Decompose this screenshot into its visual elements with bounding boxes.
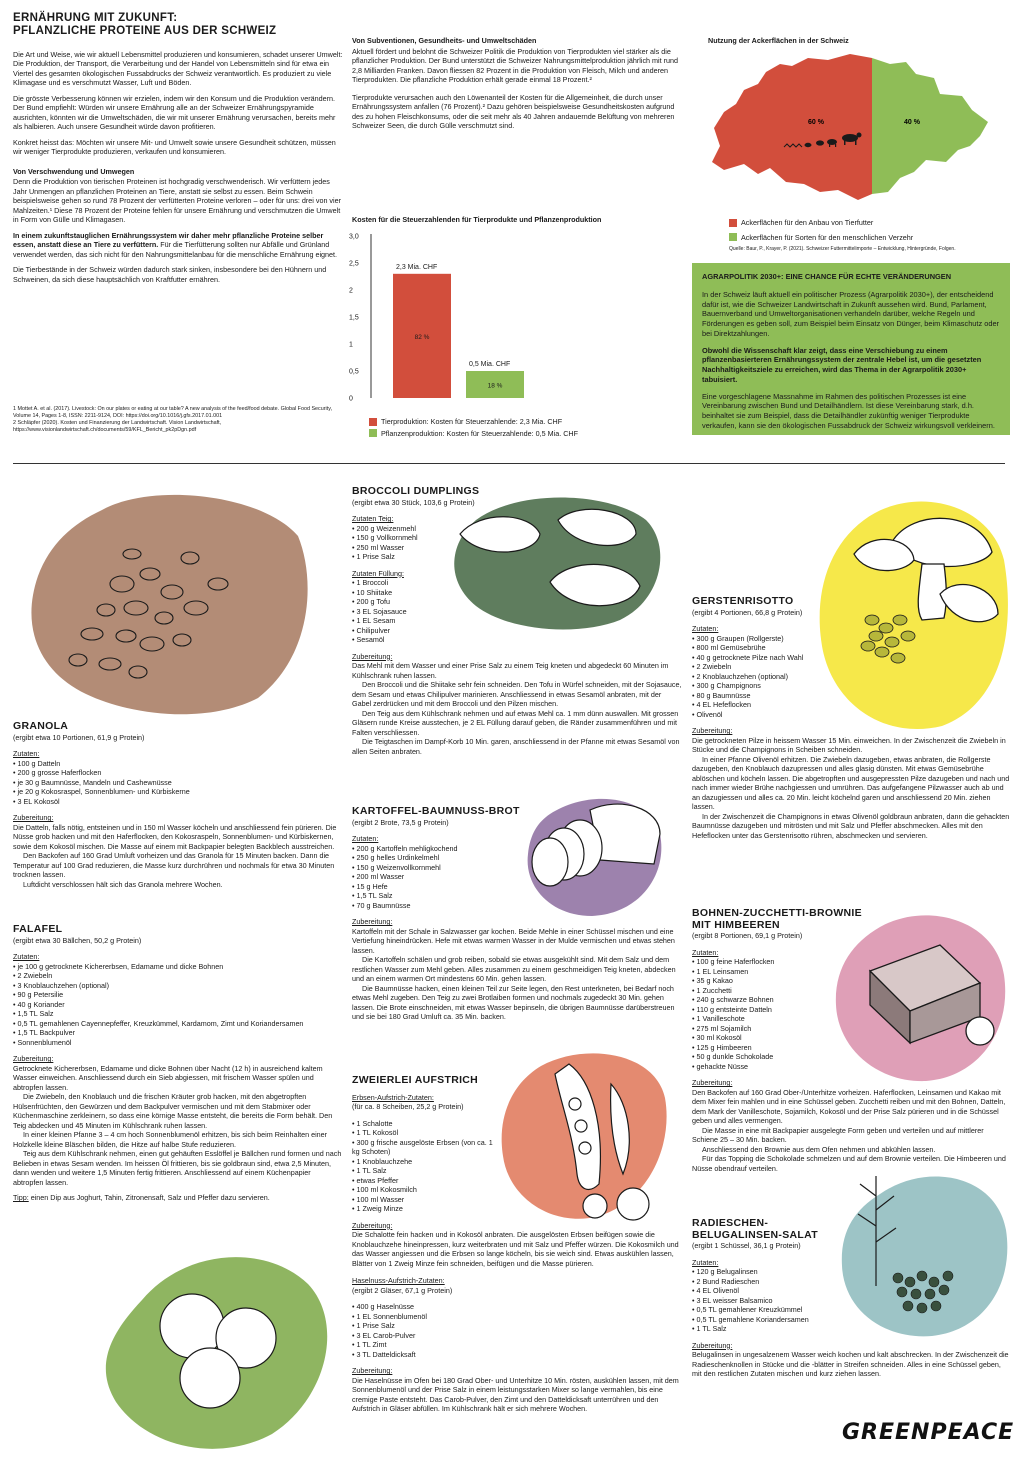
bar-chart [345,228,645,418]
y-tick-label: 1,5 [349,314,359,322]
ingredient-list [352,844,682,911]
ingredient: • 3 EL Kokosöl [13,797,343,807]
recipe-subtitle: (ergibt 8 Portionen, 69,1 g Protein) [692,931,803,941]
ingredients-label: Zutaten: [13,749,40,759]
ingredient: • 4 EL Olivenöl [692,1286,1010,1296]
granola-illustration [12,488,312,718]
section-divider [13,463,1005,464]
ingredient: • 275 ml Sojamilch [692,1024,1010,1034]
section-heading: Von Subventionen, Gesundheits- und Umweltschäden [352,36,537,45]
ingredient-list [352,1119,502,1214]
ingredient: • 3 TL Datteldicksaft [352,1350,682,1360]
recipe-title: ZWEIERLEI AUFSTRICH [352,1074,479,1086]
intro-paragraph: Die Tierbestände in der Schweiz würden dadurch stark sinken, insbesondere bei den Hühnern und Schweinen, da sich diese hauptsächlich von Kraftfutter ernähren. [13,265,327,284]
switzerland-map [700,50,1000,210]
y-tick-label: 0 [349,395,353,403]
preparation-label: Zubereitung: [692,1340,733,1350]
ingredient: • gehackte Nüsse [692,1062,1010,1072]
recipe-tip: Tipp: einen Dip aus Joghurt, Tahin, Zitronensaft, Salz und Pfeffer dazu servieren. [13,1193,270,1203]
ingredient: • 1 TL Zimt [352,1340,682,1350]
box-paragraph: In der Schweiz läuft aktuell ein politischer Prozess (Agrarpolitik 2030+), der entscheidend dafür ist, wie die Schweizer Landwirtschaft in Zukunft aussehen wird. Bund, Parlament, Bauernverband und Umweltorganisationen verhandeln darüber, welche Regeln und Förderungen es geben soll, zum Beispiel beim Einsatz von Dünger, beim Klimaschutz oder bei Direktzahlungen. [702,289,1000,338]
ingredient: • 3 EL weisser Balsamico [692,1296,1010,1306]
preparation-text: Belugalinsen in ungesalzenem Wasser weich kochen und kalt abschrecken. In der Zwischenzeit die Radieschenknollen in Stücke und die -blätter in Streifen schneiden. Alles in eine Schüssel geben, mit den restlichen Zutaten mischen und kurz ziehen lassen. [692,1350,1009,1379]
ingredient: • 3 EL Carob-Pulver [352,1331,682,1341]
ingredient: • je 30 g Baumnüsse, Mandeln und Cashewnüsse [13,778,343,788]
ingredient: • 240 g schwarze Bohnen [692,995,1010,1005]
recipe-subtitle: (ergibt etwa 10 Portionen, 61,9 g Protein) [13,732,145,742]
recipe-spreads [352,1075,682,1414]
ingredient: • 1 Broccoli [352,578,682,588]
box-heading: AGRARPOLITIK 2030+: EINE CHANCE FÜR ECHTE VERÄNDERUNGEN [702,272,952,281]
ingredient: • 40 g Koriander [13,1000,343,1010]
ingredients-label: Zutaten Füllung: [352,568,404,578]
map-plant-pct: 40 % [904,119,920,126]
preparation-label: Zubereitung: [13,813,54,823]
preparation-text: Die Teigtaschen im Dampf-Korb 10 Min. garen, anschliessend in der Pfanne mit etwas Sesamöl von allen Seiten anbraten. [352,737,680,756]
preparation-label: Zubereitung: [352,1366,393,1376]
ingredient: • 2 Zwiebeln [13,971,343,981]
greenpeace-logo: GREENPEACE [842,1420,1015,1445]
ingredient: • 200 g Weizenmehl [352,524,682,534]
preparation-text: Die Zwiebeln, den Knoblauch und die frischen Kräuter grob hacken, mit den abgetropften Hülsenfrüchten, den Gewürzen und dem Backpulver vermischen und mit dem Stabmixer oder Küchenmaschine zerkleinern, so dass eine körnige Masse entsteht, die bereits die Form behält. Den Teig abdecken und 45 Minuten im Kühlschrank ruhen lassen. [13,1092,333,1130]
ingredient: • 300 g Champignons [692,681,1010,691]
map-animal-pct: 60 % [808,119,824,126]
legend-item: Ackerflächen für Sorten für den menschlichen Verzehr [729,233,1009,243]
preparation-text: Den Backofen auf 160 Grad Umluft vorheizen und das Granola für 15 Minuten backen. Dann die Temperatur auf 100 Grad reduzieren, die Masse kurz durchrühren und nochmals für etwa 30 Minuten trocknen lassen. [13,851,335,880]
ingredient: • 1 Knoblauchzehe [352,1157,502,1167]
recipe-brownie [692,908,1010,1173]
ingredient: • 250 g helles Urdinkelmehl [352,853,682,863]
preparation-label: Zubereitung: [352,651,393,661]
preparation-text: Die Masse in eine mit Backpapier ausgelegte Form geben und verteilen und auf mittlerer Schiene 25 – 30 Min. backen. [692,1125,984,1145]
ingredient: • 1 Schalotte [352,1119,502,1129]
subsidies-paragraph: Tierprodukte verursachen auch den Löwenanteil der Kosten für die Allgemeinheit, die durch unser Ernährungssystem anfallen (76 Prozent).² Dazu gehören beispielsweise Gesundheitskosten aufgrund des zu hohen Fleischkonsums, oder die seit mehr als 40 Jahren andauernde Belüftung von mehreren Schweizer Seen, die durch Gülle verschmutzt sind. [352,92,675,130]
ingredient: • 300 g frische ausgelöste Erbsen (von ca. 1 kg Schoten) [352,1138,502,1157]
ingredient: • 100 g feine Haferflocken [692,957,1010,967]
ingredient: • Sesamöl [352,635,682,645]
ingredient: • 200 ml Wasser [352,872,682,882]
ingredient: • 70 g Baumnüsse [352,901,682,911]
preparation-text: Den Teig aus dem Kühlschrank nehmen und auf etwas Mehl ca. 1 mm dünn auswallen. Mit grossen Gläsern runde Kreise ausstechen, je 2 EL Füllung darauf geben, die Ränder zusammenführen und mit Falten verschliessen. [352,708,679,737]
recipe-subtitle: (ergibt 2 Gläser, 67,1 g Protein) [352,1285,453,1295]
recipe-risotto [692,596,1010,840]
recipe-title: FALAFEL [13,923,63,935]
ingredient: • 200 g Tofu [352,597,682,607]
ingredient: • etwas Pfeffer [352,1176,502,1186]
legend-swatch [369,429,377,437]
subsidies-paragraph: Aktuell fördert und belohnt die Schweizer Politik die Produktion von Tierprodukten viel stärker als die pflanzlicher Produktion. Der Bund unterstützt die Schweizer Nahrungsmittelproduktion jährlich mit rund 2,8 Milliarden Franken. Davon fliessen 82 Prozent in die Produktion von Fleisch, Milch und anderen Tierprodukten. Die pflanzliche Produktion erhält gerade einmal 18 Prozent.² [352,46,678,84]
bar-percent-label: 82 % [414,333,430,341]
ingredient: • 0,5 TL gemahlener Kreuzkümmel [692,1305,1010,1315]
footnote: 2 Schläpfer (2020). Kosten und Finanzierung der Landwirtschaft. Vision Landwirtschaft, https://www.visionlandwirtschaft.ch/documents/59/KFL_Bericht_pk2pDgn.pdf [13,420,222,434]
ingredient: • 90 g Petersilie [13,990,343,1000]
preparation-label: Zubereitung: [692,726,733,736]
ingredient: • 250 ml Wasser [352,543,682,553]
ingredient: • 1,5 TL Backpulver [13,1028,343,1038]
recipe-granola [13,721,343,889]
preparation-label: Zubereitung: [692,1078,733,1088]
falafel-illustration [96,1242,336,1454]
recipe-subtitle: (ergibt 2 Brote, 73,5 g Protein) [352,817,449,827]
ingredient: • 800 ml Gemüsebrühe [692,643,1010,653]
intro-paragraph: Denn die Produktion von tierischen Proteinen ist hochgradig verschwenderisch. Wir verfüttern jedes Jahr Unmengen an pflanzlichen Proteinen an Tiere, anstatt sie selbst zu essen. Beim Schwein beispielsweise gehen so rund 78 Prozent der verfütterten Proteine verloren – oder für uns: drei von vier Mahlzeiten.¹ Diese 78 Prozent der Proteine fehlen für unsere Ernährung und verschmutzen die Umwelt in Form von Gülle und Klimagasen. [13,177,342,225]
bar-value-label: 0,5 Mia. CHF [469,361,511,368]
bar-percent-label: 18 % [487,382,503,390]
legend-swatch [729,219,737,227]
ingredients-label: Zutaten: [13,952,40,962]
ingredient: • 80 g Baumnüsse [692,691,1010,701]
preparation-text: Den Broccoli und die Shiitake sehr fein schneiden. Den Tofu in Würfel schneiden, mit der Sojasauce, dem Sesam und etwas Chilipulver marinieren. Anschliessend in etwas Sesamöl anbraten, mit der Gabel zerdrücken und mit dem Broccoli und den Pilzen mischen. [352,680,682,709]
ingredient: • 1 Vanilleschote [692,1014,1010,1024]
legend-swatch [369,418,377,426]
ingredient: • 100 ml Wasser [352,1195,502,1205]
preparation-label: Zubereitung: [352,1220,393,1230]
ingredient: • 120 g Belugalinsen [692,1267,1010,1277]
ingredient: • 200 g grosse Haferflocken [13,768,343,778]
recipe-title: BROCCOLI DUMPLINGS [352,485,480,497]
ingredient: • 1 EL Sesam [352,616,682,626]
y-tick-label: 2,5 [349,260,359,268]
ingredient: • 1 EL Sonnenblumenöl [352,1312,682,1322]
ingredient: • 35 g Kakao [692,976,1010,986]
ingredient: • 40 g getrocknete Pilze nach Wahl [692,653,1010,663]
preparation-text: Luftdicht verschlossen hält sich das Granola mehrere Wochen. [23,879,223,889]
intro-column [13,12,343,290]
ingredient: • 2 Zwiebeln [692,662,1010,672]
ingredients-label: Zutaten: [692,1257,719,1267]
recipe-bread [352,806,682,1022]
box-paragraph: Obwohl die Wissenschaft klar zeigt, dass eine Verschiebung zu einem pflanzenbasierteren Ernährungssystem der zentrale Hebel ist, um die gesetzten Nachhaltigkeitsziele zu erreichen, wird das Thema in der Agrarpolitik 2030+ tabuisiert. [702,345,982,384]
ingredient: • 1,5 TL Salz [13,1009,343,1019]
ingredient: • Sonnenblumenöl [13,1038,343,1048]
legend-item: Pflanzenproduktion: Kosten für Steuerzahlende: 0,5 Mia. CHF [369,429,669,439]
ingredient: • 1 Zucchetti [692,986,1010,996]
preparation-text: Teig aus dem Kühlschrank nehmen, einen gut gehäuften Esslöffel je Bällchen rund formen und nach Belieben in etwas Sesam wenden. Im heissen Öl frittieren, bis sie goldbraun sind, etwa 2,5 Minuten, dann wenden und weitere 1,5 Minuten fertig frittieren. Anschliessend auf einem Küchenpapier abtropfen lassen. [13,1149,342,1187]
recipe-subtitle: (ergibt etwa 30 Stück, 103,6 g Protein) [352,497,475,507]
footnotes [13,406,343,434]
intro-paragraph: Die grösste Verbesserung können wir erzielen, indem wir den Konsum und die Produktion verändern. Der Bund empfiehlt: Würden wir unsere Ernährung alle an der Schweizer Ernährungspyramide ausrichten, könnten wir die Umweltschäden, die wir mit unserer Ernährung verursachen, bereits mehr als halbieren. Auch unsere Gesundheit würde davon profitieren. [13,93,336,132]
ingredient: • 50 g dunkle Schokolade [692,1052,1010,1062]
ingredient: • 0,5 TL gemahlene Koriandersamen [692,1315,1010,1325]
ingredients-label: Zutaten: [692,947,719,957]
ingredient-list [13,759,343,807]
ingredient: • Chilipulver [352,626,682,636]
agrarpolitik-box [692,263,1010,435]
preparation-text: Für das Topping die Schokolade schmelzen und auf dem Brownie verteilen. Die Himbeeren und Nüsse obendrauf verteilen. [692,1154,1006,1173]
ingredient: • 2 Knoblauchzehen (optional) [692,672,1010,682]
preparation-text: Die getrockneten Pilze in heissem Wasser 15 Min. einweichen. In der Zwischenzeit die Zwiebeln in Stücke und die Champignons in Scheiben schneiden. [692,735,1006,755]
map-title: Nutzung der Ackerflächen in der Schweiz [708,36,849,45]
map-source: Quelle: Baur, P., Krayer, P. (2021). Schweizer Futtermittelimporte – Entwicklung, Hintergründe, Folgen. [729,246,956,252]
ingredients-label: Haselnuss-Aufstrich-Zutaten: [352,1276,445,1286]
ingredient-list [13,962,343,1048]
ingredients-label: Zutaten Teig: [352,514,394,524]
preparation-text: Die Datteln, falls nötig, entsteinen und in 150 ml Wasser köcheln und anschliessend fein pürieren. Die Nüsse grob hacken und mit den Haferflocken, den Kokosraspeln, Sonnenblumen- und Kürbiskernen, sowie dem Kokosöl mischen. Die Masse auf einem mit Backpapier belegten Backblech ausstreichen. [13,822,337,851]
ingredient: • 15 g Hefe [352,882,682,892]
recipe-subtitle: (ergibt 1 Schüssel, 36,1 g Protein) [692,1241,801,1251]
ingredient: • 200 g Kartoffeln mehligkochend [352,844,682,854]
legend-swatch [729,233,737,241]
ingredient: • 125 g Himbeeren [692,1043,1010,1053]
legend-item: Ackerflächen für den Anbau von Tierfutter [729,218,1009,228]
y-tick-label: 0,5 [349,368,359,376]
ingredients-label: Erbsen-Aufstrich-Zutaten: [352,1092,434,1102]
ingredient: • 100 ml Kokosmilch [352,1185,502,1195]
ingredient: • 150 g Weizenvollkornmehl [352,863,682,873]
ingredient-list [692,1267,1010,1334]
recipe-subtitle: (ergibt etwa 30 Bällchen, 50,2 g Protein) [13,935,142,945]
legend-item: Tierproduktion: Kosten für Steuerzahlende: 2,3 Mia. CHF [369,417,669,427]
ingredient-list [692,634,1010,720]
ingredient: • 2 Bund Radieschen [692,1277,1010,1287]
ingredient: • 10 Shiitake [352,588,682,598]
ingredient: • je 20 g Kokosraspel, Sonnenblumen- und Kürbiskerne [13,787,343,797]
subsidies-column [352,36,682,137]
ingredients-label: Zutaten: [352,834,379,844]
ingredient-list [692,957,1010,1071]
ingredient: • 1 Zweig Minze [352,1204,502,1214]
preparation-text: In einer Pfanne Olivenöl erhitzen. Die Zwiebeln dazugeben, etwas anbraten, die Rollgerste dazugeben, den Knoblauch dazupressen und alles glasig dünsten. Mit etwas Gemüsebrühe ablöschen und köcheln lassen. Die abgetropften und ausgepressten Pilze dazugeben und nach und nach immer wieder Brühe nachgiessen und umrühren. Das aufgefangene Pilzwasser auch ab und an dazugiessen und alles ca. 20 Min. leicht köchelnd garen und anschliessend 20 Min. ziehen lassen. [692,754,1010,812]
page-title: ERNÄHRUNG MIT ZUKUNFT: PFLANZLICHE PROTEINE AUS DER SCHWEIZ [13,12,277,37]
recipe-salad [692,1218,1010,1379]
y-tick-label: 3,0 [349,233,359,241]
preparation-text: Anschliessend den Brownie aus dem Ofen nehmen und abkühlen lassen. [702,1144,936,1154]
intro-paragraph: In einem zukunftstauglichen Ernährungssystem wir daher mehr pflanzliche Proteine selber essen, anstatt diese an Tiere zu verfüttern. Für die Tierfütterung sollten nur Abfälle und Grünland verwendet werden, das sich nicht für den Nahrungsmittelanbau für die menschliche Ernährung eignet. [13,230,338,259]
ingredient-list [352,524,682,562]
recipe-broccoli-dumplings [352,486,682,756]
preparation-text: Das Mehl mit dem Wasser und einer Prise Salz zu einem Teig kneten und abgedeckt 60 Minuten im Kühlschrank ruhen lassen. [352,661,669,680]
preparation-text: Die Haselnüsse im Ofen bei 180 Grad Ober- und Unterhitze 10 Min. rösten, auskühlen lassen, mit dem Sonnenblumenöl und der Prise Salz in einem leistungsstarken Mixer so lange vermahlen, bis eine cremige Paste entsteht. Das Carob-Pulver, den Zimt und den Datteldicksaft unterrühren und den Aufstrich in Gläser abfüllen. Im Kühlschrank hält er sich mehrere Wochen. [352,1375,679,1414]
footnote: 1 Mottet A. et al. (2017). Livestock: On our plates or eating at our table? A new analysis of the feed/food debate. Global Food Security, Volume 14, Pages 1-8, ISSN: 2211-9124, DOI: https://doi.org/10.1016/j.gfs.2017.01.001 [13,406,333,420]
box-paragraph: Eine vorgeschlagene Massnahme im Rahmen des politischen Prozesses ist eine Vereinbarung zwischen Bund und Detailhändlern. Ist diese Vereinbarung stark, d.h. beinhaltet sie zum Beispiel, dass die Detailhändler zukünftig weniger Tierprodukte verkaufen, kann sie den ökologischen Fussabdruck der Schweiz wirkungsvoll verkleinern. [702,391,995,430]
preparation-label: Zubereitung: [13,1054,54,1064]
preparation-text: Getrocknete Kichererbsen, Edamame und dicke Bohnen über Nacht (12 h) in ausreichend kaltem Wasser einweichen. Anschliessend durch ein Sieb abgiessen, mit frischem Wasser spülen und abtropfen lassen. [13,1063,323,1092]
ingredient: • 1 TL Salz [352,1166,502,1176]
ingredient: • 110 g entsteinte Datteln [692,1005,1010,1015]
ingredient: • Olivenöl [692,710,1010,720]
recipe-subtitle: (für ca. 8 Scheiben, 25,2 g Protein) [352,1102,464,1112]
ingredient: • 30 ml Kokosöl [692,1033,1010,1043]
preparation-text: Den Backofen auf 160 Grad Ober-/Unterhitze vorheizen. Haferflocken, Leinsamen und Kakao mit dem Mixer fein mahlen und in eine Schüssel geben. Zucchetti reiben und mit den Bohnen, Datteln, dem Mark der Vanilleschote, Sojamilch, Kokosöl und der Prise Salz pürieren und in die Schüssel geben und alles vermengen. [692,1087,1006,1126]
ingredient: • 1 Prise Salz [352,1321,682,1331]
ingredient: • 1 TL Kokosöl [352,1128,502,1138]
preparation-text: Die Schalotte fein hacken und in Kokosöl anbraten. Die ausgelösten Erbsen beifügen sowie die Knoblauchzehe hineinpressen, kurz weiterbraten und mit Salz und Pfeffer würzen. Die Kokosmilch und das Wasser angiessen und die Erbsen so lange köcheln, bis sie weich sind. Etwas auskühlen lassen, Blätter von 1 Zweig Minze fein schneiden, beifügen und die Masse pürieren. [352,1230,679,1268]
ingredient: • 300 g Graupen (Rollgerste) [692,634,1010,644]
section-heading: Von Verschwendung und Umwegen [13,166,135,176]
recipe-title: KARTOFFEL-BAUMNUSS-BROT [352,805,520,817]
bar-chart-title: Kosten für die Steuerzahlenden für Tierprodukte und Pflanzenproduktion [352,215,602,224]
ingredient: • 3 EL Sojasauce [352,607,682,617]
intro-paragraph: Die Art und Weise, wie wir aktuell Lebensmittel produzieren und konsumieren, schadet unserer Umwelt: Die Produktion, der Transport, die Verarbeitung und der Handel von Lebensmitteln sind für etwa ein Viertel des gesamten ökologischen Fussabdrucks der Schweiz verantwortlich. Es produziert zu viele Klimagase und es verschmutzt Wasser, Luft und Böden. [13,49,343,88]
bar-value-label: 2,3 Mia. CHF [396,263,438,271]
map-legend [729,218,1009,253]
preparation-text: Die Baumnüsse hacken, einen kleinen Teil zur Seite legen, den Rest unterkneten, bei Bedarf noch etwas Mehl zugeben. Den Teig zu zwei Brotlaiben formen und nochmals zugedeckt 30 Min. gehen lassen. Die Brote einschneiden, mit etwas Wasser bepinseln, die übrigen Baumnüsse darüberstreuen und sie bei 180 Grad Umluft ca. 35 Min. backen. [352,983,675,1022]
preparation-text: In einer kleinen Pfanne 3 – 4 cm hoch Sonnenblumenöl erhitzen, bis sich beim Reinhalten einer Holzkelle kleine Bläschen bilden, die Hitze auf halbe Stufe reduzieren. [13,1130,328,1149]
ingredients-label: Zutaten: [692,624,719,634]
recipe-title: GERSTENRISOTTO [692,595,794,607]
recipe-subtitle: (ergibt 4 Portionen, 66,8 g Protein) [692,607,803,617]
ingredient: • 1 Prise Salz [352,552,682,562]
recipe-title: RADIESCHEN- BELUGALINSEN-SALAT [692,1217,818,1241]
ingredient: • 100 g Datteln [13,759,343,769]
preparation-text: Kartoffeln mit der Schale in Salzwasser gar kochen. Beide Mehle in einer Schüssel mischen und eine Vertiefung hineindrücken. Hefe mit etwas warmen Wasser in der Mulde vermischen und etwas stehen lassen. [352,926,675,955]
map-animal-area [712,54,872,200]
preparation-text: Die Kartoffeln schälen und grob reiben, sobald sie etwas ausgekühlt sind. Mit dem Salz und dem restlichen Wasser zum Mehl geben. Alles zusammen zu einem geschmeidigen Teig kneten, abdecken und an einem warmen Ort mindestens 60 Min. gehen lassen. [352,955,676,984]
recipe-falafel [13,924,343,1203]
ingredient: • 4 EL Hefeflocken [692,700,1010,710]
intro-paragraph: Konkret heisst das: Möchten wir unsere Mit- und Umwelt sowie unsere Gesundheit schützen, müssen wir weniger Tierprodukte produzieren, verkaufen und konsumieren. [13,137,336,157]
y-tick-label: 1 [349,341,353,349]
ingredient-list [352,1302,682,1359]
preparation-label: Zubereitung: [352,917,393,927]
ingredient: • 400 g Haselnüsse [352,1302,682,1312]
recipe-title: BOHNEN-ZUCCHETTI-BROWNIE MIT HIMBEEREN [692,907,862,931]
map-plant-area [872,58,988,194]
ingredient: • 0,5 TL gemahlenen Cayennepfeffer, Kreuzkümmel, Kardamom, Zimt und Koriandersamen [13,1019,343,1029]
ingredient: • 1 EL Leinsamen [692,967,1010,977]
ingredient: • je 100 g getrocknete Kichererbsen, Edamame und dicke Bohnen [13,962,343,972]
ingredient: • 1 TL Salz [692,1324,1010,1334]
ingredient: • 150 g Vollkornmehl [352,533,682,543]
ingredient: • 3 Knoblauchzehen (optional) [13,981,343,991]
ingredient-list [352,578,682,645]
ingredient: • 1,5 TL Salz [352,891,682,901]
recipe-title: GRANOLA [13,720,69,732]
y-tick-label: 2 [349,287,353,295]
preparation-text: In der Zwischenzeit die Champignons in etwas Olivenöl goldbraun anbraten, dann die gehackten Baumnüsse dazugeben und mitrösten und mit Salz und Pfeffer abschmecken. Alles mit den Hefeflocken unter das Gerstenrisotto rühren, abschmecken und servieren. [692,811,1010,840]
bar-chart-legend [369,417,669,440]
